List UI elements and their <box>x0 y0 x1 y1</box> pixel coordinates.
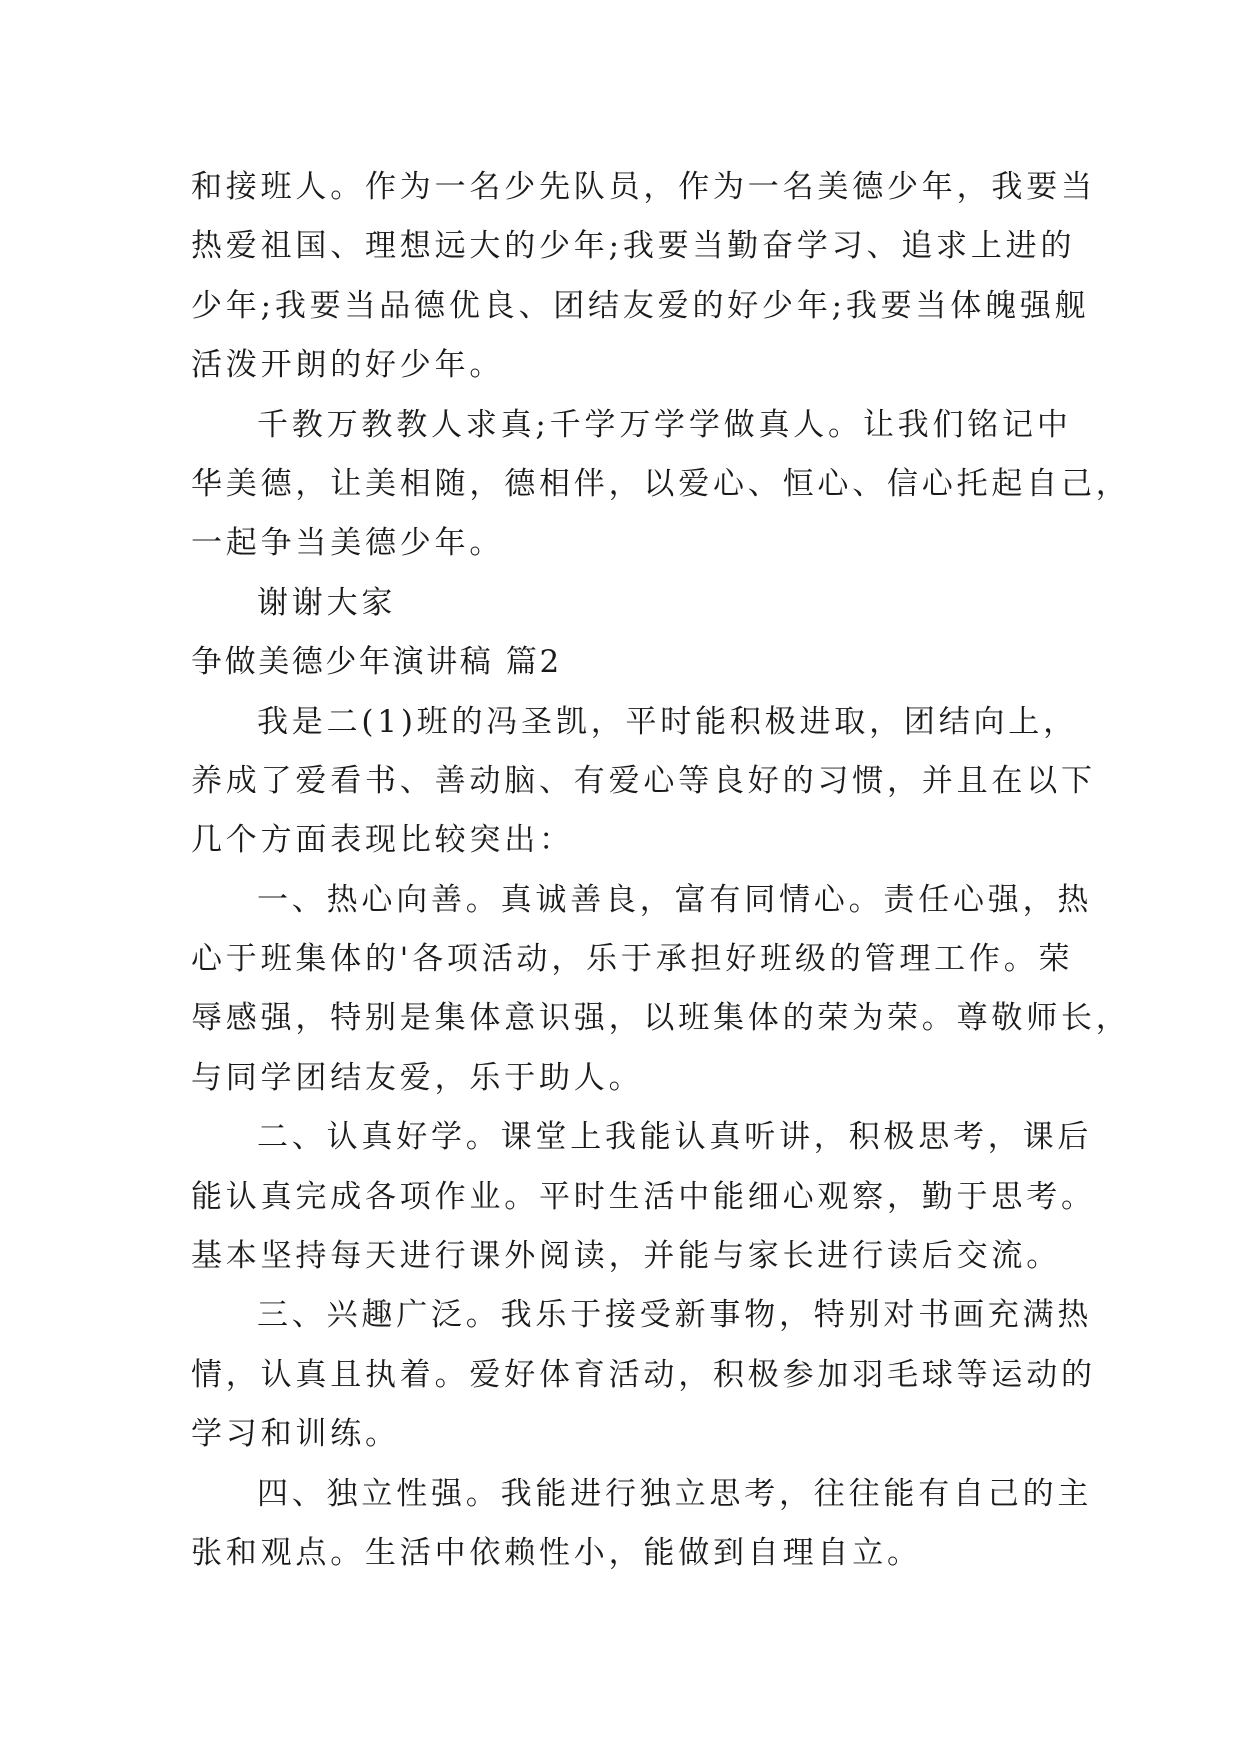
text-line: 心于班集体的'各项活动，乐于承担好班级的管理工作。荣 <box>191 941 1074 978</box>
text-line: 辱感强，特别是集体意识强，以班集体的荣为荣。尊敬师长， <box>191 1000 1131 1037</box>
text-line: 少年;我要当品德优良、团结友爱的好少年;我要当体魄强舰 <box>191 287 1090 324</box>
section-heading: 争做美德少年演讲稿 篇2 <box>191 644 562 681</box>
text-line: 和接班人。作为一名少先队员，作为一名美德少年，我要当 <box>191 169 1096 205</box>
text-line: 一起争当美德少年。 <box>191 525 505 562</box>
text-line: 养成了爱看书、善动脑、有爱心等良好的习惯，并且在以下 <box>191 762 1096 799</box>
text-line: 几个方面表现比较突出： <box>191 822 574 859</box>
text-line: 学习和训练。 <box>191 1416 400 1453</box>
paragraph-first-line: 千教万教教人求真;千学万学学做真人。让我们铭记中 <box>257 406 1072 443</box>
text-line: 基本坚持每天进行课外阅读，并能与家长进行读后交流。 <box>191 1238 1061 1275</box>
text-line: 情，认真且执着。爱好体育活动，积极参加羽毛球等运动的 <box>191 1356 1096 1393</box>
document-body <box>191 158 1131 1583</box>
text-line: 华美德，让美相随，德相伴，以爱心、恒心、信心托起自己， <box>191 465 1131 502</box>
paragraph-first-line: 一、热心向善。真诚善良，富有同情心。责任心强，热 <box>257 881 1093 918</box>
text-line: 张和观点。生活中依赖性小，能做到自理自立。 <box>191 1534 922 1571</box>
paragraph-first-line: 四、独立性强。我能进行独立思考，往往能有自己的主 <box>257 1475 1093 1512</box>
paragraph-first-line: 二、认真好学。课堂上我能认真听讲，积极思考，课后 <box>257 1119 1093 1156</box>
text-line: 能认真完成各项作业。平时生活中能细心观察，勤于思考。 <box>191 1178 1096 1215</box>
text-line: 活泼开朗的好少年。 <box>191 347 505 384</box>
closing-thanks: 谢谢大家 <box>257 584 397 621</box>
paragraph-first-line: 我是二(1)班的冯圣凯，平时能积极进取，团结向上， <box>257 703 1078 740</box>
text-line: 与同学团结友爱，乐于助人。 <box>191 1059 644 1096</box>
text-line: 热爱祖国、理想远大的少年;我要当勤奋学习、追求上进的 <box>191 228 1076 265</box>
paragraph-first-line: 三、兴趣广泛。我乐于接受新事物，特别对书画充满热 <box>257 1297 1093 1334</box>
